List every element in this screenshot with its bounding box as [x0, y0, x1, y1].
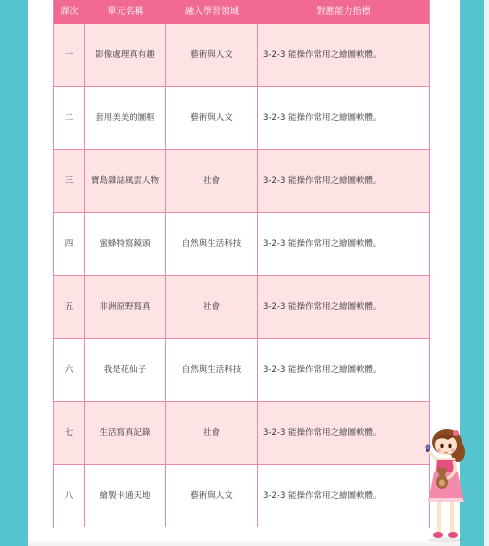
cell-unit-name: 蜜蜂特寫鏡頭	[85, 213, 166, 275]
cell-unit-name: 我是花仙子	[85, 339, 166, 401]
cell-unit-name: 生活寫真記錄	[85, 402, 166, 464]
cell-unit-name: 寶島雜誌風雲人物	[85, 150, 166, 212]
header-competency-indicator: 對應能力指標	[316, 7, 371, 17]
cell-learning-domain: 社會	[166, 276, 258, 338]
left-teal-band	[0, 0, 28, 546]
cell-lesson: 五	[54, 276, 85, 338]
cell-unit-name: 套用美美的圖框	[85, 87, 166, 149]
cell-learning-domain: 社會	[166, 402, 258, 464]
cell-learning-domain: 藝術與人文	[166, 24, 258, 86]
cell-unit-name: 非洲原野寫真	[85, 276, 166, 338]
table-row	[54, 402, 429, 465]
cell-learning-domain: 藝術與人文	[166, 87, 258, 149]
table-row	[54, 465, 429, 528]
cell-competency-indicator: 3-2-3 能操作常用之繪圖軟體。	[263, 365, 382, 375]
table-row	[54, 339, 429, 402]
header-lesson: 課次	[60, 7, 79, 17]
cell-competency-indicator: 3-2-3 能操作常用之繪圖軟體。	[263, 113, 382, 123]
cell-lesson: 六	[54, 339, 85, 401]
table-row	[54, 213, 429, 276]
cell-learning-domain: 藝術與人文	[166, 465, 258, 527]
cell-lesson: 八	[54, 465, 85, 527]
cell-lesson: 一	[54, 24, 85, 86]
curriculum-table	[53, 0, 430, 528]
cell-lesson: 七	[54, 402, 85, 464]
cell-competency-indicator: 3-2-3 能操作常用之繪圖軟體。	[263, 176, 382, 186]
cell-unit-name: 影像處理真有趣	[85, 24, 166, 86]
cartoon-girl-with-teddy-bear-icon	[420, 428, 470, 544]
right-band-edge	[484, 0, 489, 546]
cell-lesson: 二	[54, 87, 85, 149]
cell-lesson: 三	[54, 150, 85, 212]
cell-competency-indicator: 3-2-3 能操作常用之繪圖軟體。	[263, 50, 382, 60]
cell-competency-indicator: 3-2-3 能操作常用之繪圖軟體。	[263, 239, 382, 249]
cell-learning-domain: 自然與生活科技	[166, 213, 258, 275]
table-row	[54, 150, 429, 213]
table-row	[54, 87, 429, 150]
cell-competency-indicator: 3-2-3 能操作常用之繪圖軟體。	[263, 491, 382, 501]
cell-lesson: 四	[54, 213, 85, 275]
table-row	[54, 276, 429, 339]
cell-competency-indicator: 3-2-3 能操作常用之繪圖軟體。	[263, 428, 382, 438]
table-header-row	[54, 0, 429, 24]
table-row	[54, 24, 429, 87]
cell-unit-name: 繪製卡通天地	[85, 465, 166, 527]
cell-learning-domain: 社會	[166, 150, 258, 212]
cell-learning-domain: 自然與生活科技	[166, 339, 258, 401]
header-unit-name: 單元名稱	[107, 7, 144, 17]
header-learning-domain: 融入學習領域	[184, 7, 239, 17]
page-bottom-shadow	[28, 540, 460, 546]
cell-competency-indicator: 3-2-3 能操作常用之繪圖軟體。	[263, 302, 382, 312]
